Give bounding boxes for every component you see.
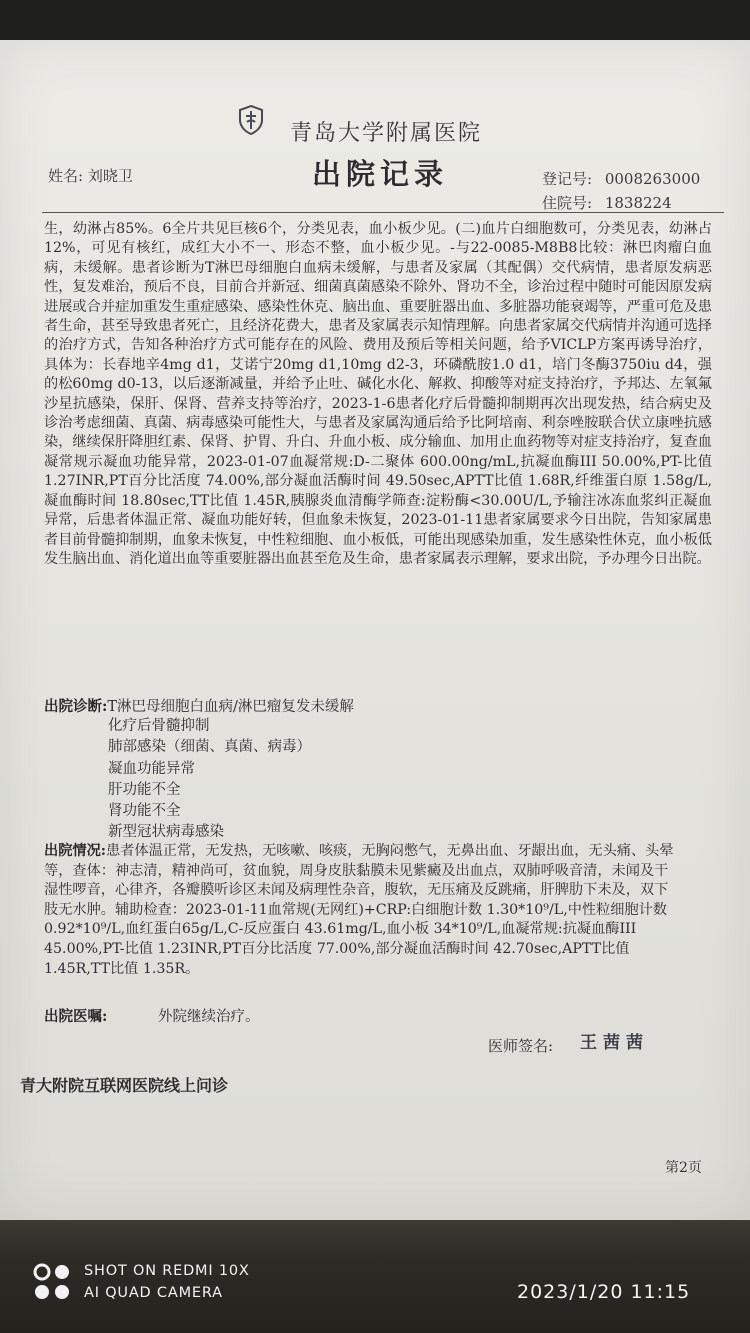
watermark-line-1: SHOT ON REDMI 10X: [84, 1263, 250, 1279]
doctor-signature: 王茜茜: [580, 1033, 649, 1053]
diagnosis-list: [108, 716, 311, 844]
online-clinic-note: 青大附院互联网医院线上问诊: [20, 1076, 229, 1095]
top-edge-background: [0, 0, 750, 40]
diagnosis-item: 肝功能不全: [108, 781, 181, 798]
hospital-logo-icon: [238, 105, 264, 135]
diagnosis-primary: T淋巴母细胞白血病/淋巴瘤复发未缓解: [107, 699, 354, 715]
admission-row: [542, 192, 672, 213]
condition-label: 出院情况:: [44, 843, 106, 859]
diagnosis-item: 化疗后骨髓抑制: [108, 718, 210, 734]
admission-number: 1838224: [604, 194, 672, 212]
name-label: 姓名:: [48, 167, 84, 185]
discharge-condition: [44, 842, 680, 979]
diagnosis-item: 新型冠状病毒感染: [108, 824, 224, 841]
registration-row: [542, 168, 700, 189]
advice-label: 出院医嘱:: [44, 1008, 108, 1025]
admission-label: 住院号:: [542, 194, 593, 212]
hospital-name: 青岛大学附属医院: [290, 121, 483, 146]
document-title: 出院记录: [312, 157, 449, 191]
diagnosis-item: 肺部感染（细菌、真菌、病毒）: [108, 739, 311, 756]
patient-name-row: [48, 165, 133, 186]
diagnosis-label: 出院诊断:: [44, 698, 108, 715]
condition-text: 患者体温正常，无发热，无咳嗽、咳痰，无胸闷憋气，无鼻出血、牙龈出血，无头痛、头晕等，查体：神志清，精神尚可，贫血貌，周身皮肤黏膜未见紫癜及出血点，双肺呼吸音清，未闻及干湿性啰音，心律齐，各瓣膜听诊区未闻及病理性杂音，腹软，无压痛及反跳痛，肝脾肋下未及，双下肢无水肿。辅助检查：2023-01-11血常规(无网红)+CRP:白细胞计数 1.30*10⁹/L,中性粒细胞计数 0.92*10⁹/L,血红蛋白65g/L,C-反应蛋白 43.61mg/L,血小板 34*10⁹/L,血凝常规:抗凝血酶III 45.00%,PT-比值 1.23INR,PT百分比活度 77.00%,部分凝血活酶时间 42.70sec,APTT比值 1.45R,TT比值 1.35R。: [44, 843, 674, 977]
camera-dots-icon: [32, 1262, 76, 1302]
patient-name: 刘晓卫: [87, 167, 133, 185]
diagnosis-item: 肾功能不全: [108, 803, 181, 820]
signature-label: 医师签名:: [488, 1037, 554, 1055]
registration-number: 0008263000: [604, 170, 701, 188]
watermark-line-2: AI QUAD CAMERA: [84, 1285, 223, 1301]
diagnosis-item: 凝血功能异常: [108, 760, 195, 777]
date-time-stamp: 2023/1/20 11:15: [517, 1281, 691, 1303]
diagnosis-row: [44, 695, 354, 716]
registration-label: 登记号:: [542, 170, 593, 188]
treatment-course-text: 生，幼淋占85%。6全片共见巨核6个，分类见表，血小板少见。(二)血片白细胞数可，分类见表，幼淋占12%，可见有核红，成红大小不一、形态不整，血小板少见。-与22-0085-M8B8比较：淋巴肉瘤白血病，未缓解。患者诊断为T淋巴母细胞白血病未缓解，与患者及家属（其配偶）交代病情，患者原发病恶性，复发难治，预后不良，目前合并新冠、细菌真菌感染不除外、肾功不全，诊治过程中随时可能因原发病进展或合并症加重发生重症感染、感染性休克、脑出血、重要脏器出血、多脏器功能衰竭等，严重可危及患者生命，甚至导致患者死亡，且经济花费大，患者及家属表示知情理解。向患者家属交代病情并沟通可选择的治疗方式，告知各种治疗方式可能存在的风险、费用及预后等相关问题，给予VICLP方案再诱导治疗，具体为：长春地辛4mg d1，艾诺宁20mg d1,10mg d2-3，环磷酰胺1.0 d1，培门冬酶3750iu d4，强的松60mg d0-13，以后逐渐减量，并给予止吐、碱化水化、解救、抑酸等对症支持治疗，予邦达、左氧氟沙星抗感染，保肝、保肾、营养支持等治疗，2023-1-6患者化疗后骨髓抑制期再次出现发热，结合病史及诊治考虑细菌、真菌、病毒感染可能性大，与患者及家属沟通后给予比阿培南、利奈唑胺联合伏立康唑抗感染，继续保肝降胆红素、保肾、护胃、升白、升血小板、成分输血、加用止血药物等对症支持治疗，复查血凝常规示凝血功能异常，2023-01-07血凝常规:D-二聚体 600.00ng/mL,抗凝血酶III 50.00%,PT-比值 1.27INR,PT百分比活度 74.00%,部分凝血活酶时间 49.50sec,APTT比值 1.68R,纤维蛋白原 1.58g/L,凝血酶时间 18.80sec,TT比值 1.45R,胰腺炎血清酶学筛查:淀粉酶<30.00U/L,予输注冰冻血浆纠正凝血异常，后患者体温正常、凝血功能好转，但血象未恢复，2023-01-11患者家属要求今日出院，告知家属患者目前骨髓抑制期，血象未恢复，中性粒细胞、血小板低，可能出现感染加重，发生感染性休克，血小板低发生脑出血、消化道出血等重要脏器出血甚至危及生命，患者家属表示理解，要求出院，予办理今日出院。: [44, 221, 712, 567]
advice-text: 外院继续治疗。: [158, 1009, 260, 1025]
page-number: 第2页: [665, 1160, 702, 1176]
header-divider: [42, 212, 724, 213]
